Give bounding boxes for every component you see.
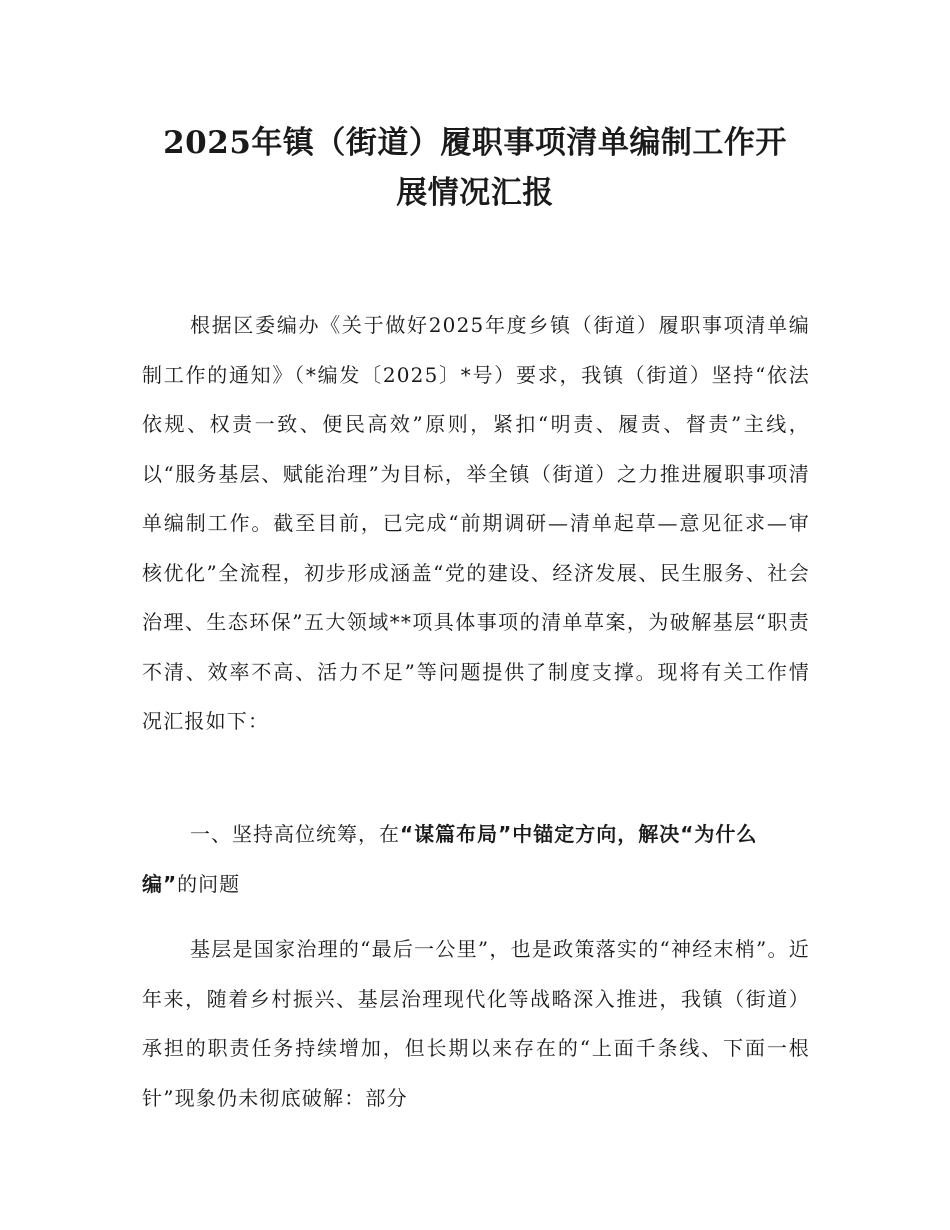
section-heading-prefix: 一、坚持高位统筹，在 <box>190 822 400 846</box>
title-line-2: 展情况汇报 <box>396 175 554 211</box>
section-heading-1 <box>142 810 810 909</box>
title-line-1: 2025年镇（街道）履职事项清单编制工作开 <box>163 125 787 161</box>
intro-paragraph: 根据区委编办《关于做好2025年度乡镇（街道）履职事项清单编制工作的通知》（*编发〔2025〕*号）要求，我镇（街道）坚持“依法依规、权责一致、便民高效”原则，紧扣“明责、履责、督责”主线，以“服务基层、赋能治理”为目标，举全镇（街道）之力推进履职事项清单编制工作。截至目前，已完成“前期调研—清单起草—意见征求—审核优化”全流程，初步形成涵盖“党的建设、经济发展、民生服务、社会治理、生态环保”五大领域**项具体事项的清单草案，为破解基层“职责不清、效率不高、活力不足”等问题提供了制度支撑。现将有关工作情况汇报如下： <box>142 313 810 733</box>
section-heading-strong: “谋篇布局”中锚定方向，解决“为什么编” <box>142 822 758 896</box>
section-heading-suffix: 的问题 <box>177 871 241 896</box>
document-title <box>120 118 830 218</box>
section-1-paragraph: 基层是国家治理的“最后一公里”，也是政策落实的“神经末梢”。近年来，随着乡村振兴、基层治理现代化等战略深入推进，我镇（街道）承担的职责任务持续增加，但长期以来存在的“上面千条线、下面一根针”现象仍未彻底破解：部分 <box>142 937 810 1110</box>
